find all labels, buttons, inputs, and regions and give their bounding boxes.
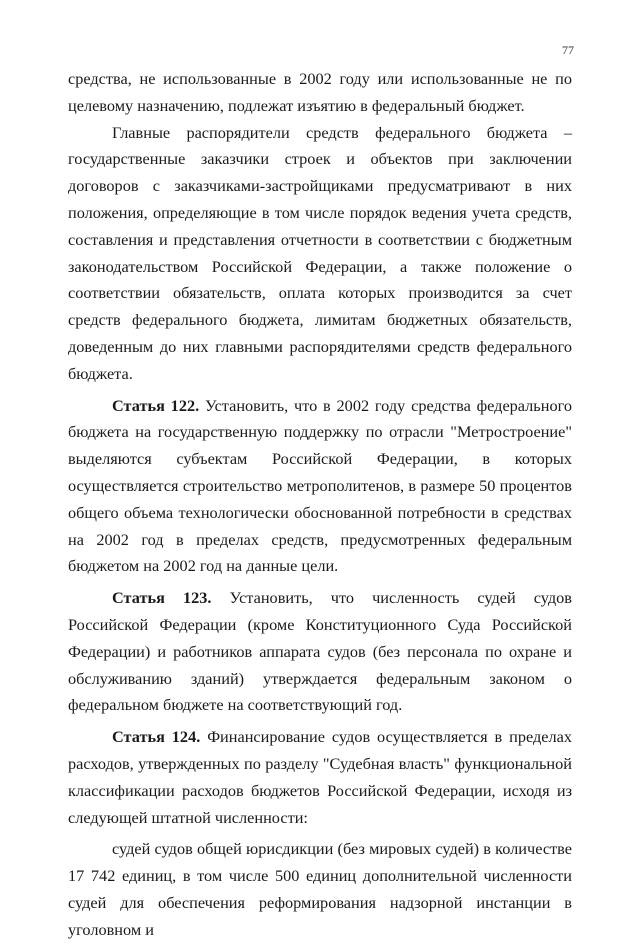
- paragraph-article-124: [68, 724, 572, 831]
- paragraph-article-122: [68, 393, 572, 581]
- paragraph-article-123: [68, 585, 572, 719]
- paragraph-contractors: [68, 120, 572, 388]
- paragraph-text: судей судов общей юрисдикции (без мировых судей) в количестве 17 742 единиц, в том числе 500 единиц дополнительной численности судей для обеспечения реформирования надзорной инстанции в уголовном и: [68, 839, 572, 939]
- paragraph-judges-count: [68, 836, 572, 943]
- article-heading: Статья 124.: [112, 727, 201, 747]
- paragraph-text: Финансирование судов осуществляется в пределах расходов, утвержденных по разделу "Судебная власть" функциональной классификации расходов бюджетов Российской Федерации, исходя из следующей штатной численности:: [68, 727, 572, 827]
- article-heading: Статья 123.: [112, 588, 212, 608]
- paragraph-text: Главные распорядители средств федерального бюджета – государственные заказчики строек и объектов при заключении договоров с заказчиками-застройщиками предусматривают в них положения, определяющие в том числе порядок ведения учета средств, составления и представления отчетности в соответствии с бюджетным законодательством Российской Федерации, а также положение о соответствии обязательств, оплата которых производится за счет средств федерального бюджета, лимитам бюджетных обязательств, доведенным до них главными распорядителями средств федерального бюджета.: [68, 122, 572, 383]
- document-body: [68, 66, 572, 944]
- article-heading: Статья 122.: [112, 395, 200, 415]
- page-number: 77: [562, 43, 574, 57]
- paragraph-text: средства, не использованные в 2002 году или использованные не по целевому назначению, подлежат изъятию в федеральный бюджет.: [68, 69, 572, 115]
- paragraph-continuation: [68, 66, 572, 120]
- paragraph-text: Установить, что численность судей судов Российской Федерации (кроме Конституционного Суда Российской Федерации) и работников аппарата судов (без персонала по охране и обслуживанию зданий) утверждается федеральным законом о федеральном бюджете на соответствующий год.: [68, 588, 572, 715]
- paragraph-text: Установить, что в 2002 году средства федерального бюджета на государственную поддержку по отрасли "Метростроение" выделяются субъектам Российской Федерации, в которых осуществляется строительство метрополитенов, в размере 50 процентов общего объема технологически обоснованной потребности в средствах на 2002 год в пределах средств, предусмотренных федеральным бюджетом на 2002 год на данные цели.: [68, 395, 572, 576]
